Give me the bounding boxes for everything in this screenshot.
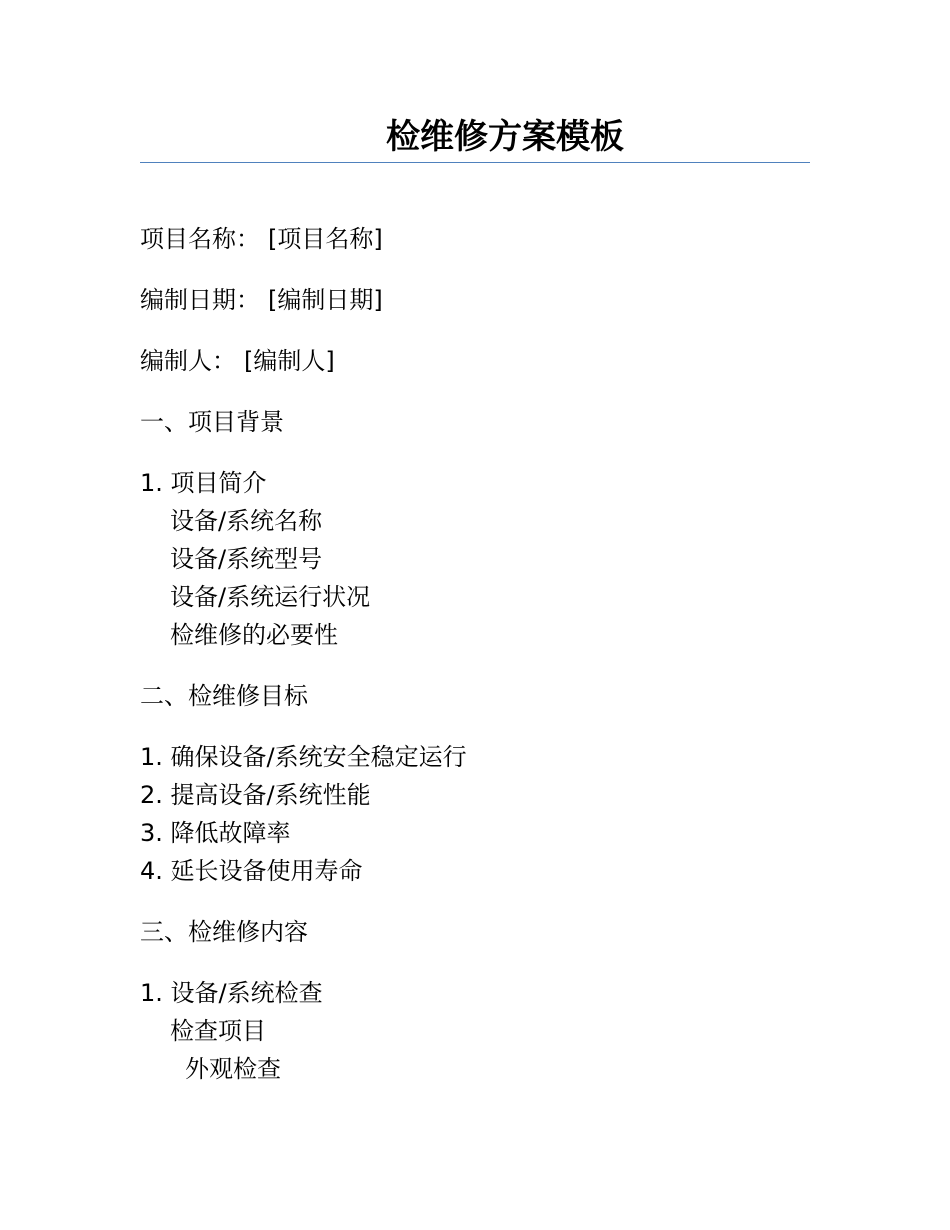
field-label: 编制人： bbox=[140, 347, 236, 375]
list-item: 1. 确保设备/系统安全稳定运行 bbox=[140, 743, 467, 771]
document-body bbox=[140, 220, 810, 1088]
section-heading: 三、检维修内容 bbox=[140, 918, 308, 946]
field-compile-date bbox=[140, 281, 810, 319]
list-item: 3. 降低故障率 bbox=[140, 819, 291, 847]
sub-item: 检维修的必要性 bbox=[170, 621, 338, 649]
document-title: 检维修方案模板 bbox=[386, 117, 624, 157]
list-item: 4. 延长设备使用寿命 bbox=[140, 857, 363, 885]
list-item: 1. 项目简介 bbox=[140, 469, 267, 497]
field-compiler bbox=[140, 342, 810, 380]
field-label: 编制日期： bbox=[140, 286, 260, 314]
list-item: 1. 设备/系统检查 bbox=[140, 979, 323, 1007]
section-heading: 二、检维修目标 bbox=[140, 682, 308, 710]
list-item: 2. 提高设备/系统性能 bbox=[140, 781, 371, 809]
field-value: [编制人] bbox=[244, 347, 335, 375]
sub-item: 检查项目 bbox=[170, 1017, 266, 1045]
sub-item: 设备/系统名称 bbox=[170, 507, 323, 535]
section-heading: 一、项目背景 bbox=[140, 408, 284, 436]
sub-item: 设备/系统型号 bbox=[170, 545, 323, 573]
field-value: [项目名称] bbox=[268, 225, 383, 253]
field-project-name bbox=[140, 220, 810, 258]
title-underline bbox=[140, 162, 810, 163]
sub-item: 设备/系统运行状况 bbox=[170, 583, 371, 611]
field-label: 项目名称： bbox=[140, 225, 260, 253]
sub-sub-item: 外观检查 bbox=[185, 1055, 281, 1083]
field-value: [编制日期] bbox=[268, 286, 383, 314]
